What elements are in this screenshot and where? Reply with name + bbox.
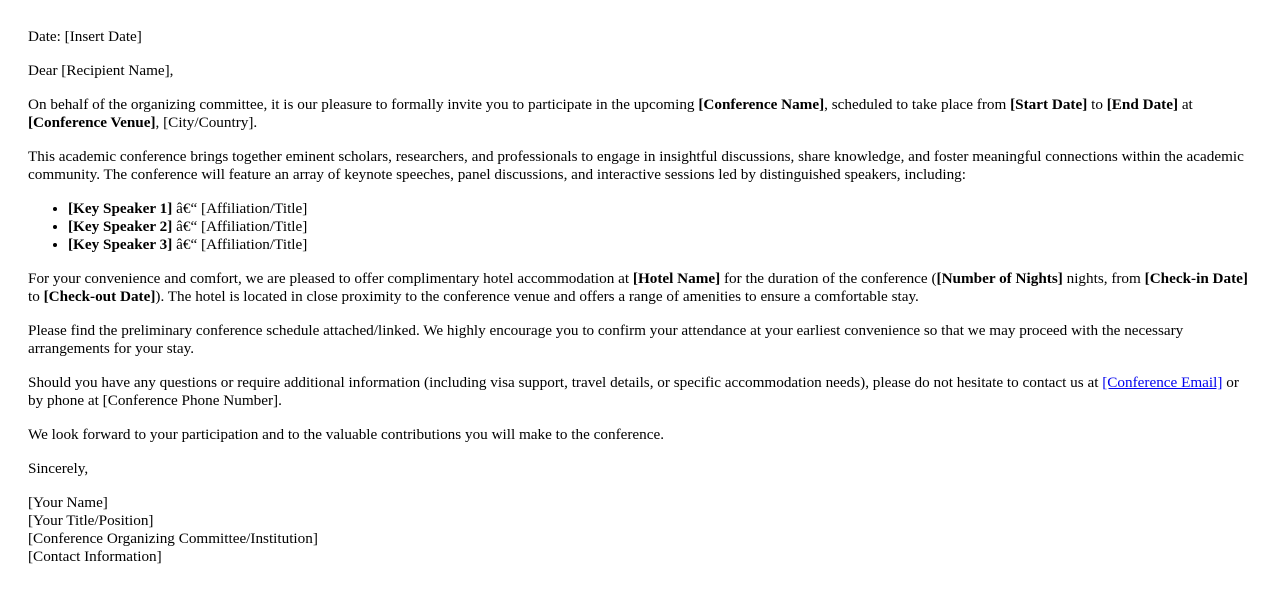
signature-title: [Your Title/Position] bbox=[28, 512, 154, 529]
speaker-name: [Key Speaker 1] bbox=[68, 200, 173, 217]
accommodation-text-4: to bbox=[28, 288, 44, 305]
speaker-list bbox=[28, 200, 1250, 254]
closing-salutation: Sincerely, bbox=[28, 460, 89, 477]
check-in-date: [Check-in Date] bbox=[1144, 270, 1248, 287]
speaker-item bbox=[68, 200, 1250, 218]
number-of-nights: [Number of Nights] bbox=[936, 270, 1063, 287]
speaker-affiliation: â€“ [Affiliation/Title] bbox=[172, 200, 308, 217]
description-paragraph: This academic conference brings together eminent scholars, researchers, and professionals to engage in insightful discussions, share knowledge, and foster meaningful connections within the academic community. The conference will feature an array of keynote speeches, panel discussions, and interactive sessions led by distinguished speakers, including: bbox=[28, 148, 1244, 183]
date-line: Date: [Insert Date] bbox=[28, 28, 142, 45]
conference-email-link[interactable]: [Conference Email] bbox=[1102, 374, 1223, 391]
speaker-name: [Key Speaker 2] bbox=[68, 218, 173, 235]
signature-institution: [Conference Organizing Committee/Institution] bbox=[28, 530, 318, 547]
greeting: Dear [Recipient Name], bbox=[28, 62, 174, 79]
closing-remarks: We look forward to your participation and to the valuable contributions you will make to the conference. bbox=[28, 426, 665, 443]
hotel-name: [Hotel Name] bbox=[632, 270, 721, 287]
speaker-affiliation: â€“ [Affiliation/Title] bbox=[172, 236, 308, 253]
speaker-affiliation: â€“ [Affiliation/Title] bbox=[172, 218, 308, 235]
invitation-letter bbox=[28, 28, 1250, 582]
check-out-date: [Check-out Date] bbox=[43, 288, 156, 305]
end-date: [End Date] bbox=[1106, 96, 1179, 113]
signature-contact: [Contact Information] bbox=[28, 548, 162, 565]
start-date: [Start Date] bbox=[1010, 96, 1088, 113]
accommodation-paragraph bbox=[28, 270, 1250, 306]
contact-text-1: Should you have any questions or require additional information (including visa support, travel details, or specific accommodation needs), please do not hesitate to contact us at bbox=[28, 374, 1103, 391]
accommodation-text-5: ). The hotel is located in close proximity to the conference venue and offers a range of amenities to ensure a comfortable stay. bbox=[155, 288, 919, 305]
speaker-item bbox=[68, 236, 1250, 254]
speaker-item bbox=[68, 218, 1250, 236]
intro-text-2: , scheduled to take place from bbox=[824, 96, 1011, 113]
signature-name: [Your Name] bbox=[28, 494, 108, 511]
contact-paragraph bbox=[28, 374, 1250, 410]
schedule-paragraph: Please find the preliminary conference schedule attached/linked. We highly encourage you to confirm your attendance at your earliest convenience so that we may proceed with the necessary arrangements for your stay. bbox=[28, 322, 1184, 357]
contact-text-2: or by phone at [Conference Phone Number]. bbox=[28, 374, 1239, 409]
conference-venue: [Conference Venue] bbox=[28, 114, 156, 131]
accommodation-text-3: nights, from bbox=[1062, 270, 1145, 287]
intro-text-1: On behalf of the organizing committee, it is our pleasure to formally invite you to participate in the upcoming bbox=[28, 96, 699, 113]
accommodation-text-2: for the duration of the conference ( bbox=[720, 270, 937, 287]
intro-paragraph bbox=[28, 96, 1250, 132]
signature-block bbox=[28, 494, 1250, 566]
accommodation-text-1: For your convenience and comfort, we are pleased to offer complimentary hotel accommodation at bbox=[28, 270, 633, 287]
intro-text-4: at bbox=[1178, 96, 1193, 113]
speaker-name: [Key Speaker 3] bbox=[68, 236, 173, 253]
intro-text-5: , [City/Country]. bbox=[155, 114, 258, 131]
conference-name: [Conference Name] bbox=[698, 96, 825, 113]
intro-text-3: to bbox=[1087, 96, 1107, 113]
